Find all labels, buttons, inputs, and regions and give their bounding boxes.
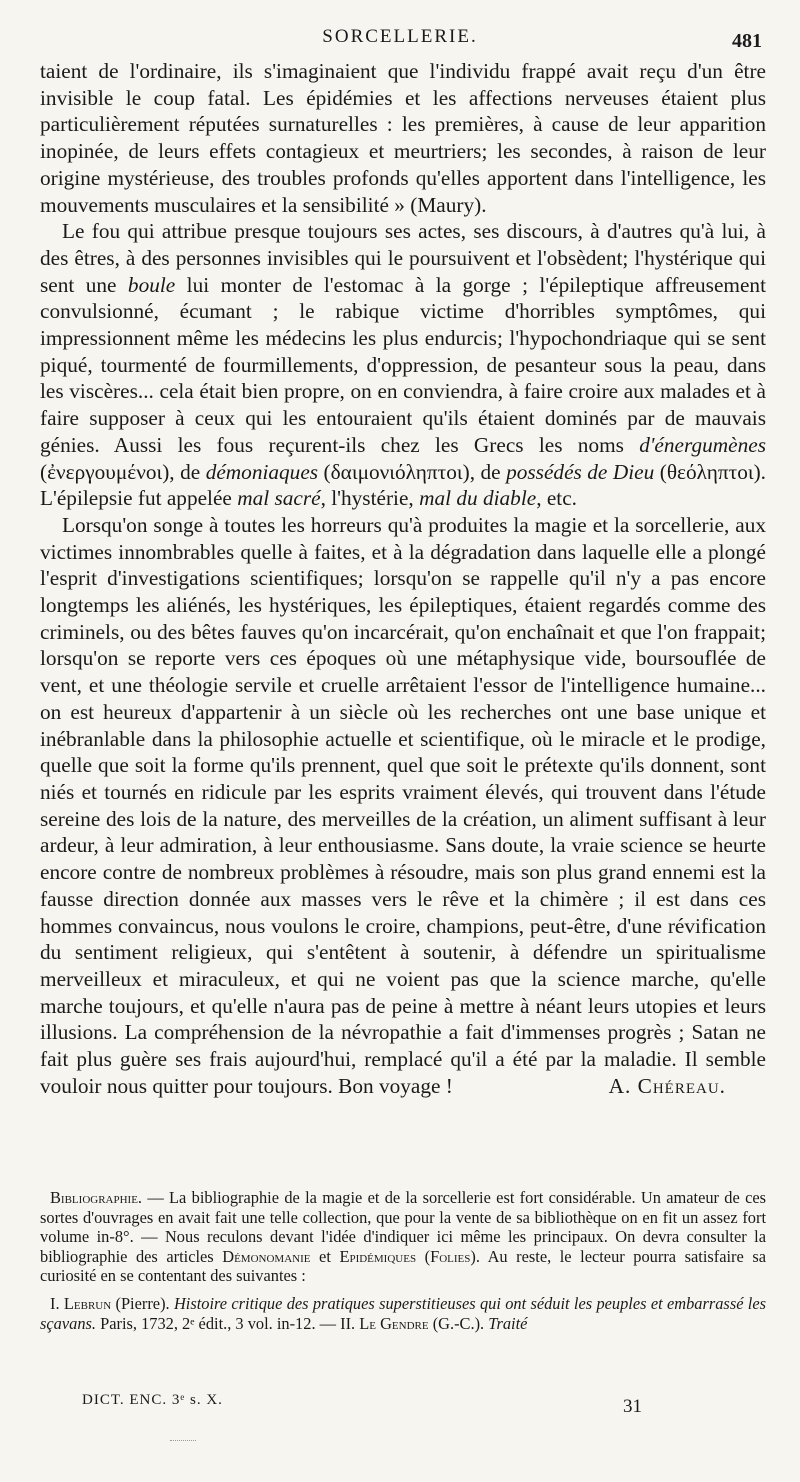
text-run: , etc.	[536, 486, 577, 511]
work-title: Traité	[488, 1313, 528, 1333]
paragraph-1: taient de l'ordinaire, ils s'imaginaient que l'individu frappé avait reçu d'un être invisible le coup fatal. Les épidémies et les affections nerveuses étaient plus particulièrement réputées surnaturelles : les premières, à cause de leur apparition inopinée, de leurs effets contagieux et meurtriers; les secondes, à raison de leur origine mystérieuse, des troubles profonds qu'elles apportent dans l'intelligence, les mouvements musculaires et la sensibilité » (Maury).	[40, 59, 766, 217]
text-run: ). Au reste, le lecteur pourra satisfaire sa curiosité en se contentant des suivantes :	[40, 1246, 766, 1286]
author-firstname: (G.-C.).	[428, 1313, 489, 1333]
text-run: , l'hystérie,	[320, 486, 420, 511]
bibliography-intro	[40, 1188, 766, 1286]
greek-term: (θεόληπτοι). L'épilepsie fut appelée	[40, 459, 767, 511]
italic-term: mal du diable	[419, 486, 537, 511]
scan-artifact	[170, 1440, 196, 1441]
italic-term: mal sacré	[237, 486, 321, 511]
italic-term: démoniaques	[205, 459, 319, 484]
article-reference: Démonomanie	[222, 1246, 311, 1266]
paragraph-3: Lorsqu'on songe à toutes les horreurs qu'à produites la magie et la sorcellerie, aux victimes innombrables quelle à faites, et à la dégradation dans laquelle elle a plongé l'esprit d'investigations scientifiques; lorsqu'on se rappelle qu'il n'y a pas encore longtemps les aliénés, les hystériques, les épileptiques, étaient regardés comme des criminels, ou des bêtes fauves qu'on incarcérait, qu'on enchaînait et que l'on frappait; lorsqu'on se reporte vers ces époques où une métaphysique vide, boursouflée de vent, et une théologie servile et cruelle arrêtaient l'essor de l'intelligence humaine... on est heureux d'appartenir à un siècle où les recherches ont une base unique et inébranlable dans la philosophie actuelle et scientifique, où le miracle et le prodige, quelle que soit la forme qu'ils prennent, quel que soit le prétexte qu'ils donnent, sont niés et tournés en ridicule par les esprits vraiment élevés, qui trouvent dans l'étude sereine des lois de la nature, des merveilles de la création, un aliment suffisant à leur ardeur, à leur admiration, à leur enthousiasme. Sans doute, la vraie science se heurte encore contre de nombreux problèmes à résoudre, mais son plus grand ennemi est la fausse direction donnée aux masses vers le rêve et la chimère ; il est dans ces hommes convaincus, nous voulons le croire, champions, peut-être, d'une révification du sentiment religieux, qui s'entêtent à soutenir, à défendre un spiritualisme merveilleux et miraculeux, et qui ne voient pas que la science marche, qu'elle marche toujours, et qu'elle n'aura pas de peine à mettre à néant leurs utopies et leurs illusions. La compréhension de la névropathie a fait d'immenses progrès ; Satan ne fait plus guère ses frais aujourd'hui, remplacé qu'il a été par la maladie. Il semble vouloir nous quitter pour toujours. Bon voyage !	[40, 512, 766, 1098]
bibliography-reference	[40, 1294, 766, 1333]
greek-term: (ἐνεργουμένοι), de	[40, 459, 206, 484]
paragraph-2	[40, 218, 766, 512]
text-run: lui monter de l'estomac à la gorge ; l'épileptique affreusement convulsionné, écumant ; le rabique victime d'horribles symptômes, qui impressionnent même les médecins les plus endurcis; l'hypochondriaque qui se sent piqué, tourmenté de fourmillements, d'oppression, de pesanteur sous la peau, dans les viscères... cela était bien propre, on en conviendra, à faire croire aux malades et à faire supposer à ceux qui les entouraient qu'ils étaient dominés par de mauvais génies. Aussi les fous reçurent-ils chez les Grecs les noms	[40, 272, 766, 457]
work-title: Histoire critique des pratiques superstitieuses qui ont séduit les peuples et embarrassé les sçavans.	[40, 1293, 766, 1333]
article-reference: Folies	[430, 1246, 471, 1266]
italic-term: d'énergumènes	[639, 432, 766, 457]
page-number: 481	[732, 30, 762, 52]
reference-number: I.	[50, 1293, 64, 1313]
main-text	[40, 58, 766, 1100]
article-reference: Epidémiques	[339, 1246, 417, 1266]
italic-term: possédés de Dieu	[506, 459, 655, 484]
text-run: Le fou qui attribue presque toujours ses actes, ses discours, à d'autres qu'à lui, à des êtres, à des personnes invisibles qui le poursuivent et l'obsèdent; l'hystérique qui sent une	[40, 219, 766, 297]
greek-term: (δαιμονιόληπτοι), de	[318, 459, 507, 484]
author-name: Le Gendre	[359, 1313, 429, 1333]
bibliography	[40, 1188, 766, 1333]
gathering-number: 31	[623, 1396, 642, 1417]
author-signature: A. Chéreau.	[608, 1074, 726, 1099]
text-run: Paris, 1732, 2ᵉ édit., 3 vol. in-12. — II.	[96, 1313, 360, 1333]
bibliography-label: Bibliographie.	[50, 1188, 143, 1207]
author-name: Lebrun	[63, 1293, 112, 1313]
running-title: SORCELLERIE.	[322, 26, 478, 47]
text-run: — La bibliographie de la magie et de la sorcellerie est fort considérable. Un amateur de ces sortes d'ouvrages en avait fait une telle collection, que pour la vente de sa bibliothèque on en fit un assez fort volume in-8°. — Nous reculons devant l'idée d'indiquer ici même les principaux. On devra consulter la bibliographie des articles	[40, 1188, 766, 1266]
text-run: (	[416, 1246, 431, 1266]
author-firstname: (Pierre).	[111, 1293, 174, 1313]
italic-term: boule	[127, 272, 176, 297]
text-run: et	[310, 1246, 340, 1266]
signature-mark: DICT. ENC. 3ᵉ s. X.	[82, 1392, 223, 1408]
